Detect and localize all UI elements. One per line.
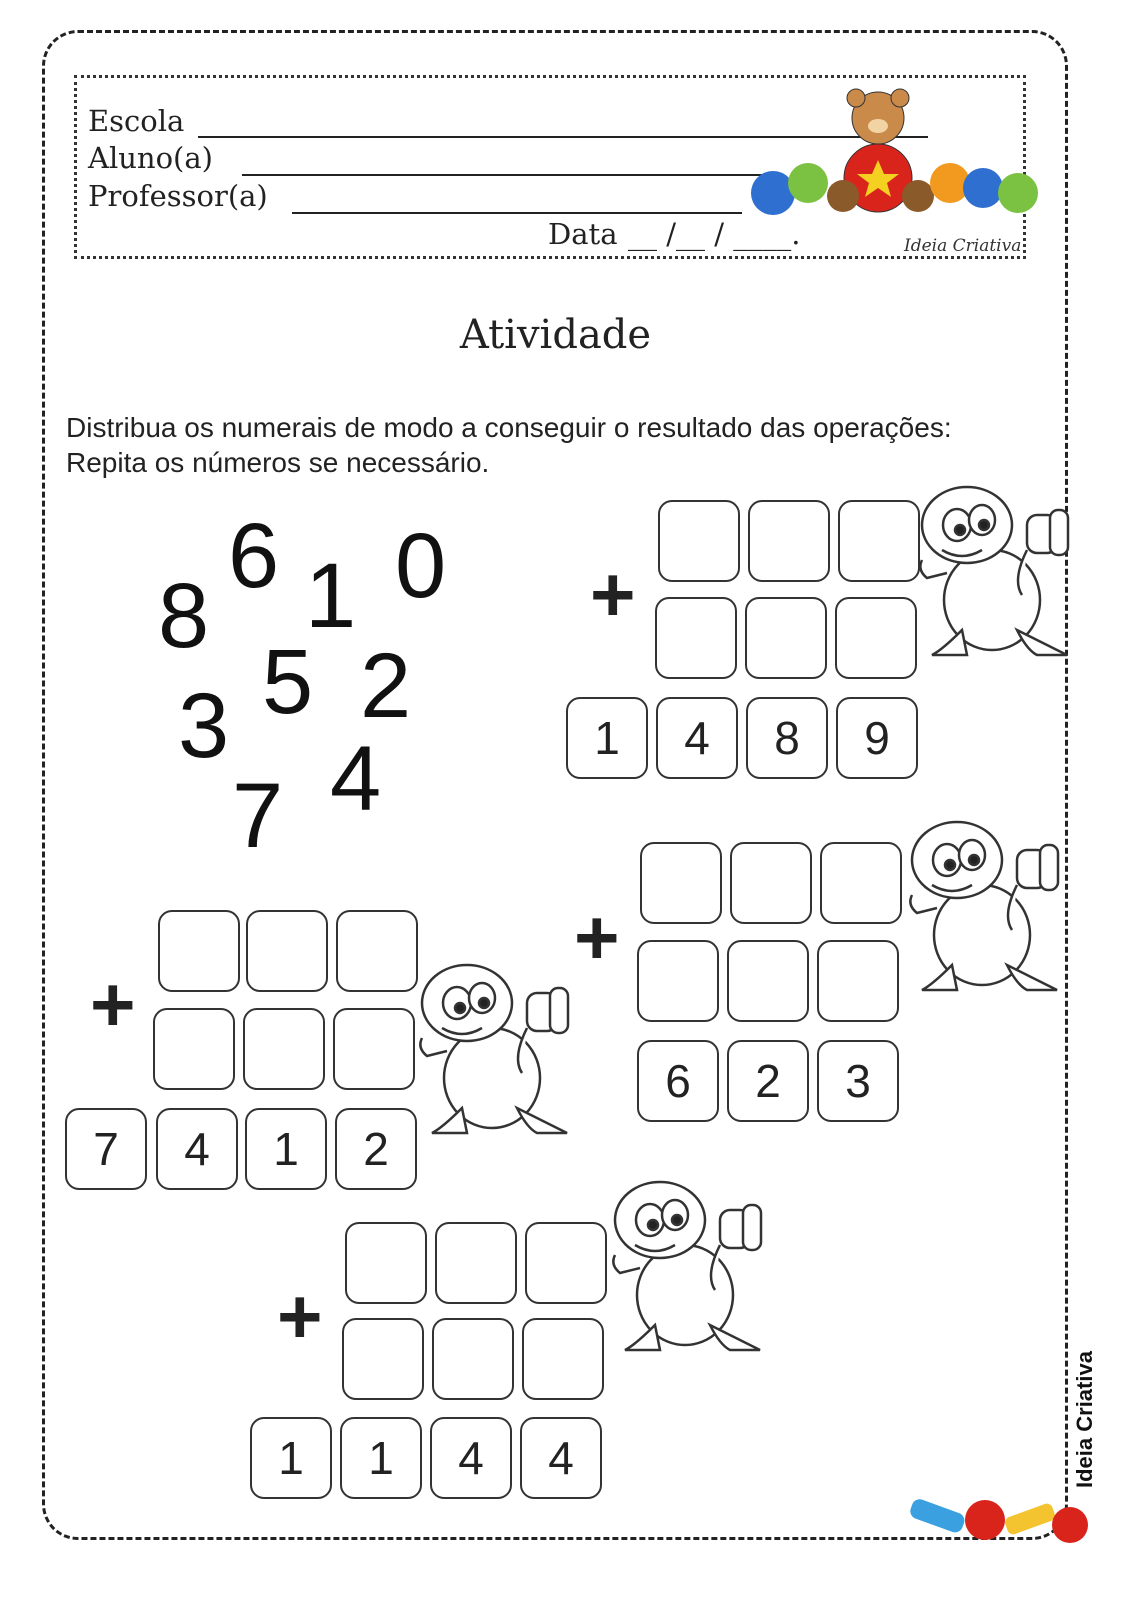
answer-box[interactable] xyxy=(153,1008,235,1090)
answer-box[interactable] xyxy=(246,910,328,992)
answer-box[interactable] xyxy=(435,1222,517,1304)
result-digit-box: 1 xyxy=(250,1417,332,1499)
answer-box[interactable] xyxy=(336,910,418,992)
answer-box[interactable] xyxy=(432,1318,514,1400)
page-title: Atividade xyxy=(459,312,652,358)
date-input[interactable]: __ /__ / ____. xyxy=(628,217,801,251)
plus-sign: + xyxy=(574,893,620,981)
turtle-illustration xyxy=(412,948,577,1153)
turtle-illustration xyxy=(912,470,1077,675)
result-digit-box: 3 xyxy=(817,1040,899,1122)
scattered-digit[interactable]: 0 xyxy=(395,515,447,617)
answer-box[interactable] xyxy=(637,940,719,1022)
scattered-digit[interactable]: 4 xyxy=(330,728,382,830)
answer-box[interactable] xyxy=(835,597,917,679)
answer-box[interactable] xyxy=(817,940,899,1022)
instructions xyxy=(66,410,952,480)
result-digit-box: 4 xyxy=(656,697,738,779)
scattered-digit[interactable]: 8 xyxy=(158,565,210,667)
result-digit-box: 2 xyxy=(335,1108,417,1190)
teacher-label: Professor(a) xyxy=(88,179,268,213)
answer-box[interactable] xyxy=(640,842,722,924)
brand-logo: Ideia Criativa xyxy=(904,236,1022,256)
result-digit-box: 2 xyxy=(727,1040,809,1122)
instruction-line: Distribua os numerais de modo a conseguir o resultado das operações: xyxy=(66,412,952,443)
result-digit-box: 9 xyxy=(836,697,918,779)
scattered-digit[interactable]: 6 xyxy=(228,505,280,607)
teacher-input[interactable] xyxy=(292,212,742,214)
brand-vertical: Ideia Criativa xyxy=(1072,1351,1097,1488)
plus-sign: + xyxy=(277,1272,323,1360)
scattered-digit[interactable]: 2 xyxy=(360,635,412,737)
result-digit-box: 6 xyxy=(637,1040,719,1122)
result-digit-box: 4 xyxy=(430,1417,512,1499)
answer-box[interactable] xyxy=(158,910,240,992)
date-label: Data xyxy=(548,217,618,251)
scattered-digit[interactable]: 7 xyxy=(232,765,284,867)
result-digit-box: 1 xyxy=(340,1417,422,1499)
answer-box[interactable] xyxy=(522,1318,604,1400)
school-label: Escola xyxy=(88,104,185,138)
scattered-digit[interactable]: 1 xyxy=(305,545,357,647)
answer-box[interactable] xyxy=(820,842,902,924)
result-digit-box: 1 xyxy=(566,697,648,779)
result-digit-box: 4 xyxy=(156,1108,238,1190)
result-digit-box: 4 xyxy=(520,1417,602,1499)
answer-box[interactable] xyxy=(838,500,920,582)
answer-box[interactable] xyxy=(730,842,812,924)
answer-box[interactable] xyxy=(655,597,737,679)
answer-box[interactable] xyxy=(525,1222,607,1304)
answer-box[interactable] xyxy=(748,500,830,582)
answer-box[interactable] xyxy=(658,500,740,582)
student-label: Aluno(a) xyxy=(88,141,213,175)
result-digit-box: 8 xyxy=(746,697,828,779)
answer-box[interactable] xyxy=(345,1222,427,1304)
turtle-illustration xyxy=(605,1165,770,1370)
result-digit-box: 7 xyxy=(65,1108,147,1190)
student-input[interactable] xyxy=(242,174,762,176)
turtle-illustration xyxy=(902,805,1067,1010)
result-digit-box: 1 xyxy=(245,1108,327,1190)
scattered-digit[interactable]: 3 xyxy=(178,675,230,777)
answer-box[interactable] xyxy=(333,1008,415,1090)
answer-box[interactable] xyxy=(342,1318,424,1400)
crayons-apples-decoration xyxy=(905,1490,1095,1550)
plus-sign: + xyxy=(90,960,136,1048)
answer-box[interactable] xyxy=(745,597,827,679)
bear-logo-illustration xyxy=(728,88,1048,228)
answer-box[interactable] xyxy=(727,940,809,1022)
answer-box[interactable] xyxy=(243,1008,325,1090)
instruction-line: Repita os números se necessário. xyxy=(66,447,490,478)
plus-sign: + xyxy=(590,550,636,638)
scattered-digit[interactable]: 5 xyxy=(262,631,314,733)
